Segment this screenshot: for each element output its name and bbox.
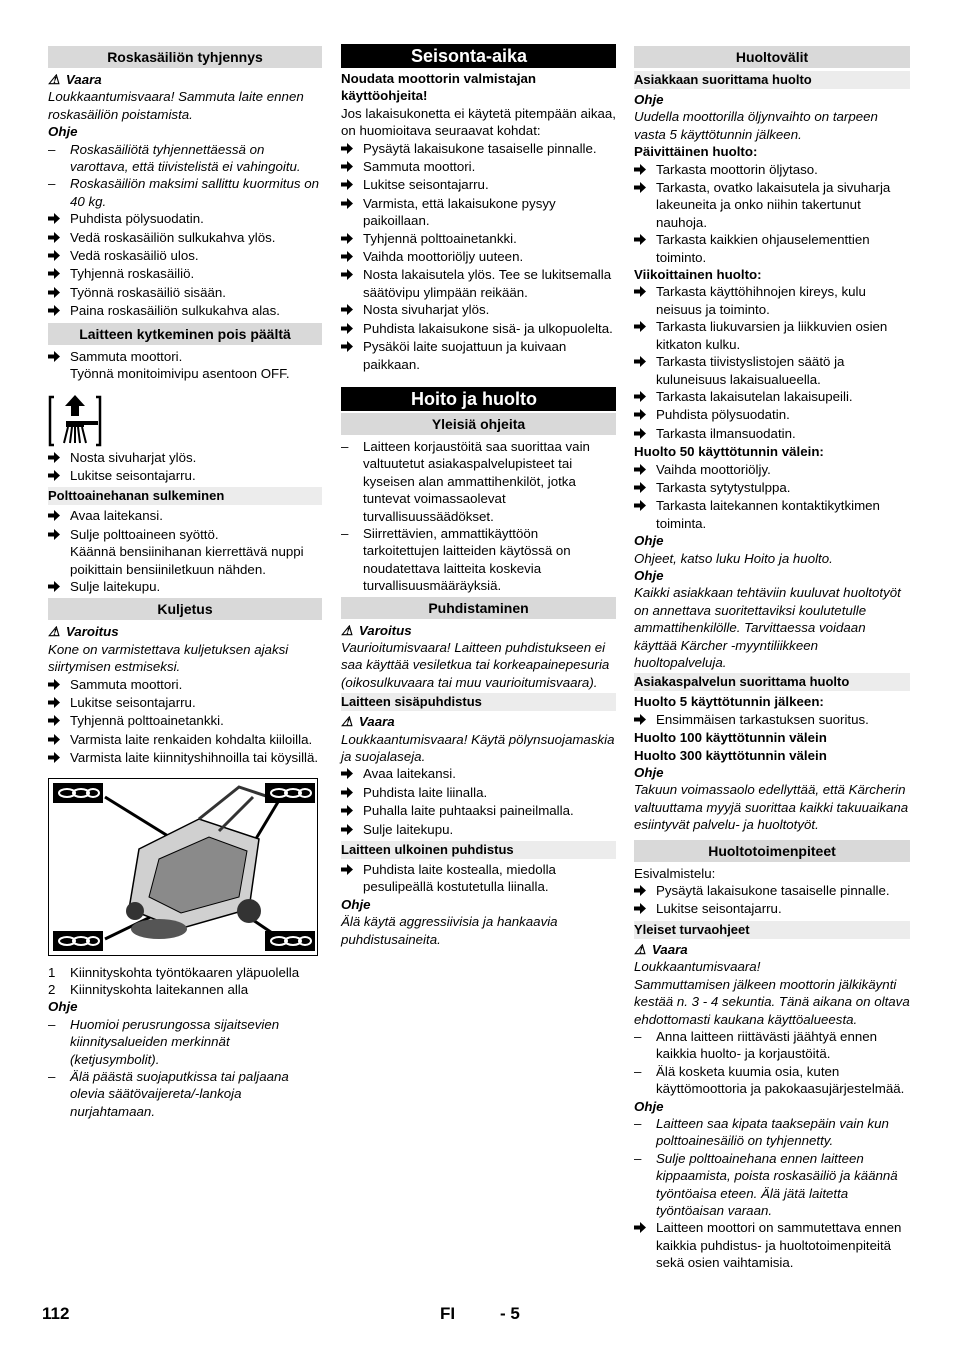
heading-yleisia-ohjeita: Yleisiä ohjeita — [341, 413, 616, 435]
step-item: Sulje laitekupu. — [48, 578, 322, 596]
step-item: Laitteen moottori on sammutettava ennen kaikkia puhdistus- ja huoltotoimenpiteitä sekä osien vaihtamisia. — [634, 1219, 910, 1271]
arrow-icon — [341, 161, 353, 172]
arrow-icon — [634, 182, 646, 193]
transport-illustration — [48, 778, 318, 956]
subheading-weekly: Viikoittainen huolto: — [634, 267, 762, 283]
arrow-icon — [341, 768, 353, 779]
step-item: Puhdista pölysuodatin. — [634, 406, 910, 424]
step-item: Nosta lakaisutela ylös. Tee se lukitsemalla säätövipu ylimpään reikään. — [341, 266, 616, 301]
step-item: Tyhjennä polttoainetankki. — [341, 230, 616, 248]
step-item: Puhdista laite kostealla, miedolla pesulipeällä kostutetulla liinalla. — [341, 861, 616, 896]
step-item: Sammuta moottori. — [48, 676, 322, 694]
legend-item: 1 Kiinnityskohta työntökaaren yläpuolella — [48, 964, 300, 980]
arrow-icon — [48, 232, 60, 243]
step-item: Lukitse seisontajarru. — [48, 467, 322, 485]
heading-laitteen-sisapuhdistus: Laitteen sisäpuhdistus — [341, 693, 616, 711]
warning-text: Kone on varmistettava kuljetuksen ajaksi siirtymisen estmiseksi. — [48, 641, 289, 675]
arrow-icon — [48, 305, 60, 316]
step-item: Pysäytä lakaisukone tasaiselle pinnalle. — [634, 882, 910, 900]
arrow-icon — [634, 286, 646, 297]
heading-polttoainehanan-sulkeminen: Polttoainehanan sulkeminen — [48, 487, 322, 505]
arrow-icon — [341, 269, 353, 280]
step-item: Tarkasta, ovatko lakaisutela ja sivuharja lakeuneita ja onko niihin takertunut nauhoja. — [634, 179, 910, 231]
dash-item: – Sulje polttoainehana ennen laitteen kippaamista, poista roskasäiliö ja käännä työntöaisa eteen. Älä jätä laitetta työntöaisan varaan. — [634, 1150, 898, 1218]
step-item: Tarkasta liukuvarsien ja liikkuvien osien kitkaton kulku. — [634, 318, 910, 353]
arrow-icon — [634, 428, 646, 439]
step-item: Tarkasta käyttöhihnojen kireys, kulu neisuus ja toiminto. — [634, 283, 910, 318]
arrow-icon — [341, 304, 353, 315]
arrow-icon — [48, 581, 60, 592]
arrow-icon — [48, 752, 60, 763]
warning-text: Sammuttamisen jälkeen moottorin jälkikäynti kestää n. 3 - 4 sekuntia. Tänä aikana on oltava ehdottomasti kaukana käyttöalueesta. — [634, 976, 910, 1027]
lead-text: Noudata moottorin valmistajan käyttöohjeita! — [341, 71, 537, 104]
step-item: Työnnä roskasäiliö sisään. — [48, 284, 322, 302]
step-item: Lukitse seisontajarru. — [341, 176, 616, 194]
step-item: Puhalla laite puhtaaksi paineilmalla. — [341, 802, 616, 820]
step-item: Avaa laitekansi. — [341, 765, 616, 783]
arrow-icon — [48, 351, 60, 362]
step-item: Vaihda moottoriöljy. — [634, 461, 910, 479]
side-brush-raise-icon — [48, 393, 102, 449]
step-item: Nosta sivuharjat ylös. — [48, 449, 322, 467]
intro-text: Esivalmistelu: — [634, 865, 716, 881]
arrow-icon — [48, 734, 60, 745]
arrow-icon — [634, 500, 646, 511]
step-item: Vedä roskasäiliön sulkukahva ylös. — [48, 229, 322, 247]
arrow-icon — [341, 864, 353, 875]
heading-seisonta-aika: Seisonta-aika — [341, 44, 616, 68]
arrow-icon — [634, 409, 646, 420]
note-text: Uudella moottorilla öljynvaihto on tarpeen vasta 5 käyttötunnin jälkeen. — [634, 109, 878, 142]
dash-item: – Siirrettävien, ammattikäyttöön tarkoitettujen laitteiden käytössä on noudatettava laitteita koskevia turvallisuusmääräyksiä. — [341, 525, 571, 594]
step-item: Nosta sivuharjat ylös. — [341, 301, 616, 319]
brush-raise-symbol-area — [48, 383, 322, 449]
warning-label: ⚠ Vaara — [48, 72, 102, 87]
step-item: Varmista laite kiinnityshihnoilla tai köysillä. — [48, 749, 322, 767]
step-item: Pysäköi laite suojattuun ja kuivaan paikkaan. — [341, 338, 616, 373]
arrow-icon — [341, 341, 353, 352]
heading-asiakaspalvelun-huolto: Asiakaspalvelun suorittama huolto — [634, 673, 910, 691]
arrow-icon — [341, 805, 353, 816]
arrow-icon — [341, 787, 353, 798]
step-item: Tyhjennä polttoainetankki. — [48, 712, 322, 730]
step-item: Sammuta moottori. Työnnä monitoimivipu asentoon OFF. — [48, 348, 322, 383]
step-item: Sulje polttoaineen syöttö. Käännä bensiinihanan kierrettävä nuppi poikittain bensiiniletkuun nähden. — [48, 526, 322, 578]
intro-text: Jos lakaisukonetta ei käytetä pitempään aikaa, on huomioitava seuraavat kohdat: — [341, 105, 616, 139]
step-item: Tarkasta kaikkien ohjauselementtien toiminto. — [634, 231, 910, 266]
arrow-icon — [48, 250, 60, 261]
warning-label: ⚠ Varoitus — [341, 622, 412, 638]
step-item: Puhdista laite liinalla. — [341, 784, 616, 802]
arrow-icon — [48, 529, 60, 540]
heading-huoltotoimenpiteet: Huoltotoimenpiteet — [634, 840, 910, 862]
column-right — [634, 44, 910, 1272]
note-label: Ohje — [634, 92, 664, 107]
heading-roskasailion-tyhjennys: Roskasäiliön tyhjennys — [48, 46, 322, 68]
column-left — [48, 44, 322, 1120]
arrow-icon — [341, 143, 353, 154]
note-label: Ohje — [634, 765, 664, 781]
heading-yleiset-turvaohjeet: Yleiset turvaohjeet — [634, 921, 910, 939]
dash-item: – Älä päästä suojaputkissa tai paljaana olevia säätövaijereta/-lankoja nurjahtamaan. — [48, 1069, 289, 1119]
dash-item: – Älä kosketa kuumia osia, kuten käyttömoottoria ja pakokaasujärjestelmää. — [634, 1063, 905, 1097]
arrow-icon — [48, 287, 60, 298]
arrow-icon — [48, 510, 60, 521]
step-item: Avaa laitekansi. — [48, 507, 322, 525]
arrow-icon — [634, 391, 646, 402]
subheading-300h: Huolto 300 käyttötunnin välein — [634, 747, 827, 763]
step-item: Tarkasta sytytystulppa. — [634, 479, 910, 497]
section-page-number: - 5 — [500, 1304, 520, 1323]
note-label: Ohje — [341, 896, 371, 912]
warning-triangle-icon: ⚠ — [341, 622, 353, 638]
warning-triangle-icon: ⚠ — [48, 624, 60, 640]
dash-item: – Laitteen saa kipata taaksepäin vain kun polttoainesäiliö on tyhjennetty. — [634, 1115, 889, 1149]
step-item: Varmista, että lakaisukone pysyy paikoillaan. — [341, 195, 616, 230]
heading-hoito-ja-huolto: Hoito ja huolto — [341, 387, 616, 411]
note-label: Ohje — [48, 999, 78, 1015]
step-item: Lukitse seisontajarru. — [634, 900, 910, 918]
dash-item: – Anna laitteen riittävästi jäähtyä ennen kaikkia huolto- ja korjaustöitä. — [634, 1028, 878, 1062]
heading-huoltovalit: Huoltovälit — [634, 46, 910, 68]
arrow-icon — [48, 452, 60, 463]
arrow-icon — [341, 233, 353, 244]
warning-text: Loukkaantumisvaara! Käytä pölynsuojamaskia ja suojalaseja. — [341, 731, 615, 764]
note-text: Älä käytä aggressiivisia ja hankaavia puhdistusaineita. — [341, 914, 558, 947]
note-label: Ohje — [634, 1098, 664, 1114]
warning-triangle-icon: ⚠ — [341, 714, 353, 730]
arrow-icon — [48, 715, 60, 726]
arrow-icon — [634, 164, 646, 175]
arrow-icon — [634, 1222, 646, 1233]
heading-asiakkaan-huolto: Asiakkaan suorittama huolto — [634, 71, 910, 89]
heading-laitteen-ulkoinen-puhdistus: Laitteen ulkoinen puhdistus — [341, 841, 616, 859]
heading-laitteen-kytkeminen: Laitteen kytkeminen pois päältä — [48, 323, 322, 345]
step-item: Vaihda moottoriöljy uuteen. — [341, 248, 616, 266]
step-item: Paina roskasäiliön sulkukahva alas. — [48, 302, 322, 320]
note-text: Takuun voimassaolo edellyttää, että Kärcherin valtuuttama myyjä suorittaa kaikki takuuaikana esiintyvät palvelu- ja huoltotyöt. — [634, 782, 909, 833]
arrow-icon — [48, 268, 60, 279]
dash-item: – Huomioi perusrungossa sijaitsevien kiinnitysalueiden merkinnät (ketjusymbolit). — [48, 1016, 280, 1067]
warning-triangle-icon: ⚠ — [48, 72, 60, 87]
arrow-icon — [48, 697, 60, 708]
arrow-icon — [634, 482, 646, 493]
arrow-icon — [341, 179, 353, 190]
step-item: Lukitse seisontajarru. — [48, 694, 322, 712]
arrow-icon — [634, 885, 646, 896]
arrow-icon — [634, 714, 646, 725]
step-item: Puhdista pölysuodatin. — [48, 210, 322, 228]
heading-puhdistaminen: Puhdistaminen — [341, 597, 616, 619]
note-label: Ohje — [634, 533, 664, 549]
step-item: Puhdista lakaisukone sisä- ja ulkopuolelta. — [341, 320, 616, 338]
dash-item: – Laitteen korjaustöitä saa suorittaa vain valtuutetut asiakaspalvelupisteet tai kyseisen alan ammattihenkilöt, jotka tuntevat voimassaolevat turvallisuussäädökset. — [341, 438, 590, 524]
warning-triangle-icon: ⚠ — [634, 941, 646, 957]
warning-text: Vaurioitumisvaara! Laitteen puhdistukseen ei saa käyttää vesiletkua tai korkeapainepesuria (oikosulkuvaara tai muu vaurioitumisvaara). — [341, 639, 610, 690]
arrow-icon — [341, 198, 353, 209]
arrow-icon — [634, 903, 646, 914]
step-item: Tarkasta laitekannen kontaktikytkimen toiminta. — [634, 497, 910, 532]
subheading-daily: Päivittäinen huolto: — [634, 144, 758, 160]
arrow-icon — [634, 464, 646, 475]
step-item: Pysäytä lakaisukone tasaiselle pinnalle. — [341, 140, 616, 158]
subheading-50h: Huolto 50 käyttötunnin välein: — [634, 444, 824, 460]
legend-item: 2 Kiinnityskohta laitekannen alla — [48, 982, 249, 997]
step-item: Tarkasta moottorin öljytaso. — [634, 161, 910, 179]
arrow-icon — [634, 321, 646, 332]
warning-label: ⚠ Vaara — [634, 941, 688, 957]
subheading-100h: Huolto 100 käyttötunnin välein — [634, 730, 827, 746]
arrow-icon — [341, 323, 353, 334]
step-item: Sulje laitekupu. — [341, 821, 616, 839]
dash-item: – Roskasäiliötä tyhjennettäessä on varottava, että tiivistelistä ei vahingoitu. — [48, 141, 301, 175]
arrow-icon — [48, 213, 60, 224]
column-middle — [341, 44, 616, 948]
step-item: Tarkasta lakaisutelan lakaisupeili. — [634, 388, 910, 406]
warning-text: Loukkaantumisvaara! Sammuta laite ennen roskasäiliön poistamista. — [48, 89, 304, 122]
warning-text: Loukkaantumisvaara! — [634, 959, 761, 975]
page-number: 112 — [42, 1304, 70, 1323]
warning-label: ⚠ Vaara — [341, 714, 395, 730]
note-label: Ohje — [634, 567, 664, 583]
arrow-icon — [341, 824, 353, 835]
dash-item: – Roskasäiliön maksimi sallittu kuormitus on 40 kg. — [48, 176, 320, 209]
step-item: Ensimmäisen tarkastuksen suoritus. — [634, 711, 910, 729]
step-item: Vedä roskasäiliö ulos. — [48, 247, 322, 265]
arrow-icon — [48, 679, 60, 690]
step-item: Sammuta moottori. — [341, 158, 616, 176]
arrow-icon — [48, 470, 60, 481]
arrow-icon — [634, 234, 646, 245]
step-item: Tarkasta tiivistyslistojen säätö ja kuluneisuus lakaisualueella. — [634, 353, 910, 388]
step-item: Tyhjennä roskasäiliö. — [48, 265, 322, 283]
note-text: Kaikki asiakkaan tehtäviin kuuluvat huoltotyöt on annettava suoritettaviksi koulutetulle ammattihenkilölle. Tarvittaessa voidaan käyttää Kärcher -myyntiliikkeen huoltopalveluja. — [634, 585, 901, 670]
warning-label: ⚠ Varoitus — [48, 624, 119, 640]
step-item: Varmista laite renkaiden kohdalta kiiloilla. — [48, 731, 322, 749]
heading-kuljetus: Kuljetus — [48, 598, 322, 620]
note-label: Ohje — [48, 124, 78, 140]
arrow-icon — [634, 356, 646, 367]
language-code: FI — [440, 1304, 456, 1323]
step-item: Tarkasta ilmansuodatin. — [634, 425, 910, 443]
arrow-icon — [341, 251, 353, 262]
note-text: Ohjeet, katso luku Hoito ja huolto. — [634, 550, 833, 566]
subheading-5h: Huolto 5 käyttötunnin jälkeen: — [634, 694, 824, 710]
